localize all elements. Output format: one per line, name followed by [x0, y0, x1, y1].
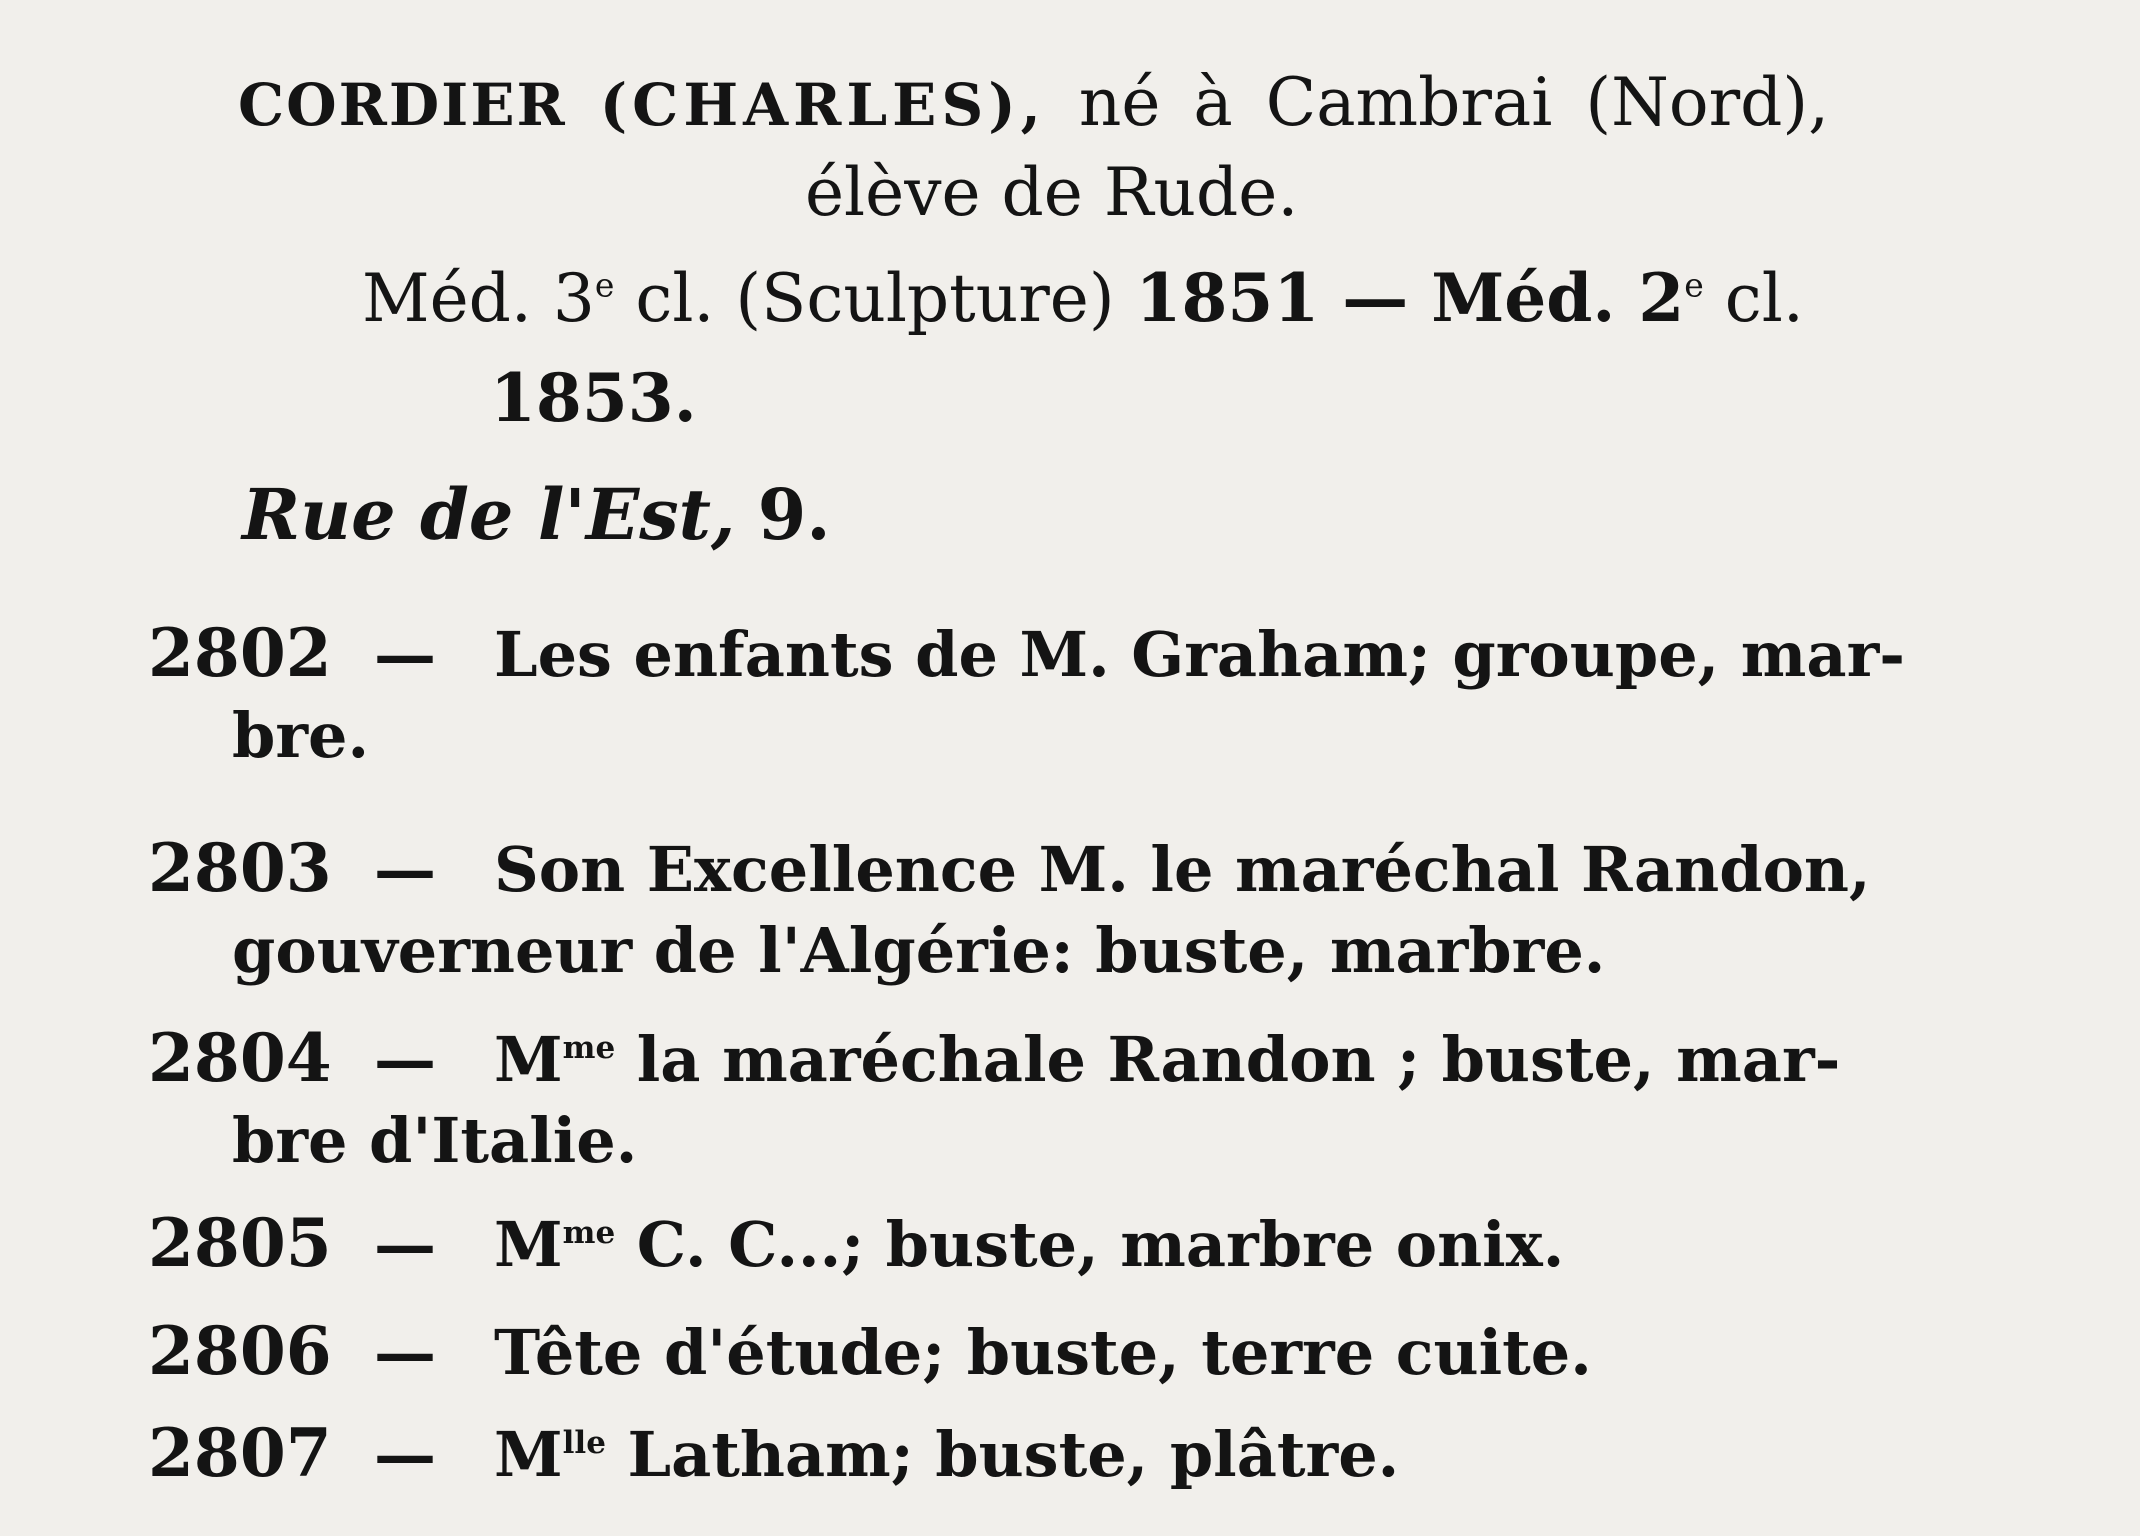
address-number: 9. [757, 473, 831, 556]
entry-dash: — [374, 618, 436, 691]
medal-b-year: 1853. [490, 359, 697, 437]
catalogue-entry [148, 614, 1905, 692]
catalogue-entry [148, 1204, 1565, 1282]
entry-number: 2804 [148, 1019, 332, 1097]
entry-continuation: bre. [232, 699, 370, 772]
catalogue-entry [148, 1312, 1592, 1390]
medal-a-rest: cl. (Sculpture) [614, 260, 1136, 337]
entry-text: Son Excellence M. le maréchal Randon, [494, 833, 1871, 906]
entry-text: la maréchale Randon ; buste, mar- [615, 1023, 1841, 1096]
catalogue-entry [148, 829, 1871, 907]
entry-title-sup: lle [562, 1424, 606, 1461]
entry-title-sup: me [562, 1029, 616, 1066]
entry-title-sup: me [562, 1214, 616, 1251]
entry-number: 2803 [148, 829, 332, 907]
artist-address [242, 473, 831, 556]
artist-teacher: élève de Rude. [805, 154, 1299, 231]
artist-surname: CORDIER [238, 71, 567, 139]
entry-dash: — [374, 1316, 436, 1389]
entry-number: 2805 [148, 1204, 332, 1282]
entry-title-prefix: M [494, 1418, 563, 1491]
medal-b-sup: e [1684, 265, 1704, 305]
medal-a-sup: e [594, 265, 615, 305]
entry-title-prefix: M [494, 1023, 563, 1096]
entry-continuation: gouverneur de l'Algérie: buste, marbre. [232, 914, 1606, 987]
catalogue-entry [148, 1414, 1400, 1492]
catalogue-entry [148, 1019, 1841, 1097]
entry-text: C. C...; buste, marbre onix. [615, 1208, 1565, 1281]
address-street: Rue de l'Est, [242, 473, 736, 556]
entry-text: Tête d'étude; buste, terre cuite. [494, 1316, 1592, 1389]
artist-medals [362, 259, 1804, 337]
entry-dash: — [374, 1023, 436, 1096]
entry-title-prefix: M [494, 1208, 563, 1281]
entry-continuation: bre d'Italie. [232, 1104, 638, 1177]
entry-text: Les enfants de M. Graham; groupe, mar- [494, 618, 1905, 691]
entry-number: 2806 [148, 1312, 332, 1390]
artist-heading [238, 64, 1830, 141]
medal-a-year: 1851 — Méd. 2 [1135, 259, 1685, 337]
artist-given-name: (CHARLES), [599, 71, 1046, 139]
entry-number: 2802 [148, 614, 332, 692]
entry-text: Latham; buste, plâtre. [605, 1418, 1400, 1491]
entry-dash: — [374, 1418, 436, 1491]
medal-b-rest: cl. [1703, 260, 1804, 337]
entry-dash: — [374, 1208, 436, 1281]
entry-dash: — [374, 833, 436, 906]
artist-birthplace: né à Cambrai (Nord), [1078, 64, 1830, 141]
entry-number: 2807 [148, 1414, 332, 1492]
medal-a-label: Méd. 3 [362, 260, 595, 337]
